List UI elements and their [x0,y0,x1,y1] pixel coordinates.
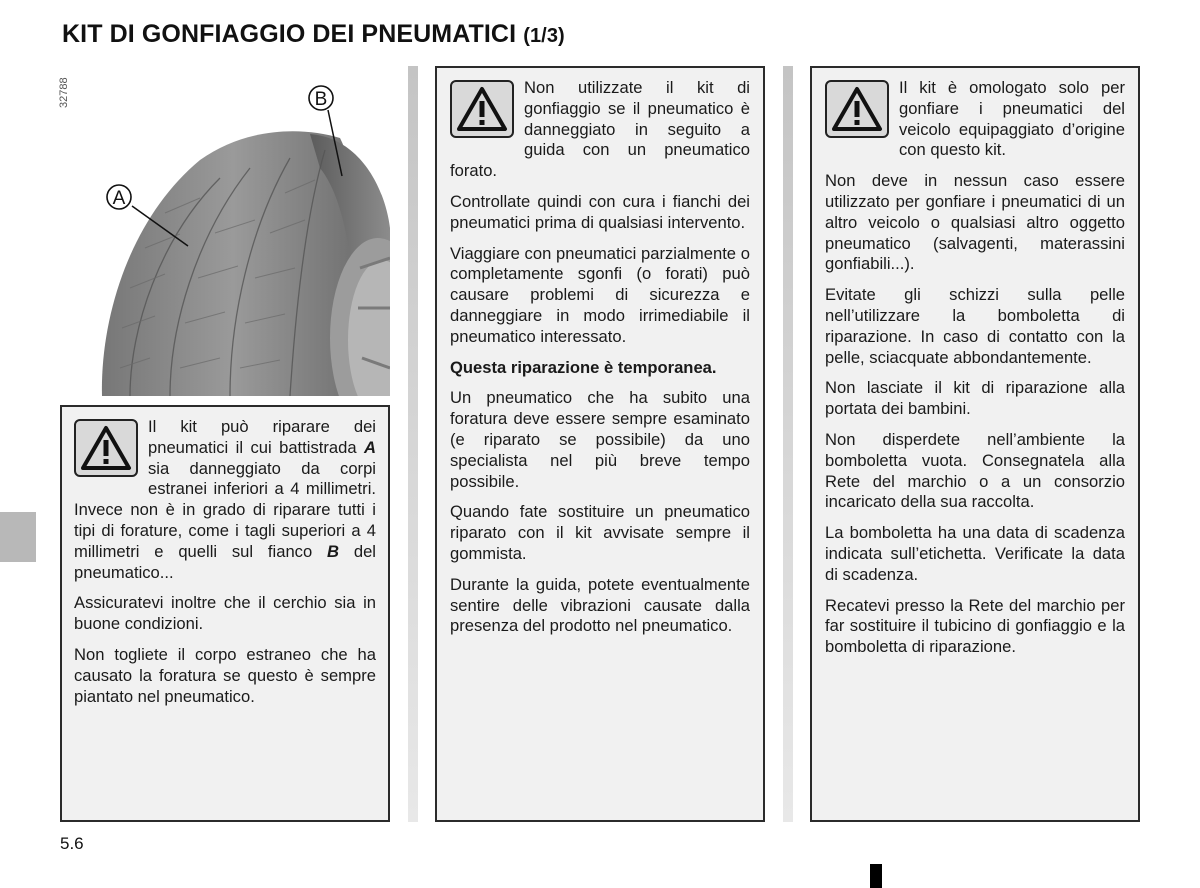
warning-box-right [810,66,1140,822]
page-number: 5.6 [60,834,84,853]
right-para-6: La bomboletta ha una data di scadenza indicata sull’etichetta. Verificate la data di scadenza. [825,523,1125,584]
callout-b: B [314,89,328,110]
warning-box-left [60,405,390,822]
image-code: 32788 [58,77,70,108]
column-divider [408,66,418,822]
mid-para-3: Viaggiare con pneumatici parzialmente o completamente sgonfi (o forati) può causare problemi di sicurezza e danneggiare in modo irrimediabile il pneumatico interessato. [450,243,750,346]
left-para-3: Non togliete il corpo estraneo che ha causato la foratura se questo è sempre piantato nel pneumatico. [74,644,376,706]
mid-para-7: Durante la guida, potete eventualmente sentire delle vibrazioni causate dalla presenza del prodotto nel pneumatico. [450,574,750,636]
column-divider [783,66,793,822]
bottom-marker [870,864,882,888]
warning-icon [825,80,889,138]
right-para-5: Non disperdete nell’ambiente la bomboletta vuota. Consegnatela alla Rete del marchio o a un consorzio incaricato della sua raccolta. [825,429,1125,512]
mid-para-6: Quando fate sostituire un pneumatico riparato con il kit avvisate sempre il gommista. [450,502,750,563]
callout-a: A [112,188,126,209]
warning-box-middle [435,66,765,822]
mid-para-1: Non utilizzate il kit di gonfiaggio se il pneumatico è danneggiato in seguito a guida con un pneumatico forato. [450,78,750,181]
left-para-2: Assicuratevi inoltre che il cerchio sia in buone condizioni. [74,593,376,634]
mid-para-2: Controllate quindi con cura i fianchi dei pneumatici prima di qualsiasi intervento. [450,191,750,232]
right-para-2: Non deve in nessun caso essere utilizzato per gonfiare i pneumatici di un altro veicolo o qualsiasi altro oggetto pneumatico (salvagenti, materassini gonfiabili...). [825,171,1125,274]
page-title-suffix: (1/3) [523,25,565,47]
mid-para-5: Un pneumatico che ha subito una foratura deve essere sempre esaminato (e riparato se possibile) da uno specialista nel più breve tempo possibile. [450,388,750,491]
right-para-4: Non lasciate il kit di riparazione alla portata dei bambini. [825,378,1125,419]
right-para-7: Recatevi presso la Rete del marchio per far sostituire il tubicino di gonfiaggio e la bomboletta di riparazione. [825,595,1125,657]
tyre-illustration [60,68,390,396]
page-title [62,20,565,49]
mid-para-4: Questa riparazione è temporanea. [450,357,717,377]
warning-icon [74,419,138,477]
warning-icon [450,80,514,138]
right-para-1: Il kit è omologato solo per gonfiare i pneumatici del veicolo equipaggiato d’origine con questo kit. [899,78,1125,160]
section-tab [0,512,36,562]
right-para-3: Evitate gli schizzi sulla pelle nell’utilizzare la bomboletta di riparazione. In caso di contatto con la pelle, sciacquate abbondantemente. [825,285,1125,367]
page-title-text: KIT DI GONFIAGGIO DEI PNEUMATICI [62,20,517,48]
left-para-1: Il kit può riparare dei pneumatici il cui battistrada A sia danneggiato da corpi estranei inferiori a 4 millimetri. Invece non è in grado di riparare tutti i tipi di forature, come i tagli superiori a 4 millimetri e quelli sul fianco B del pneumatico... [74,417,376,582]
